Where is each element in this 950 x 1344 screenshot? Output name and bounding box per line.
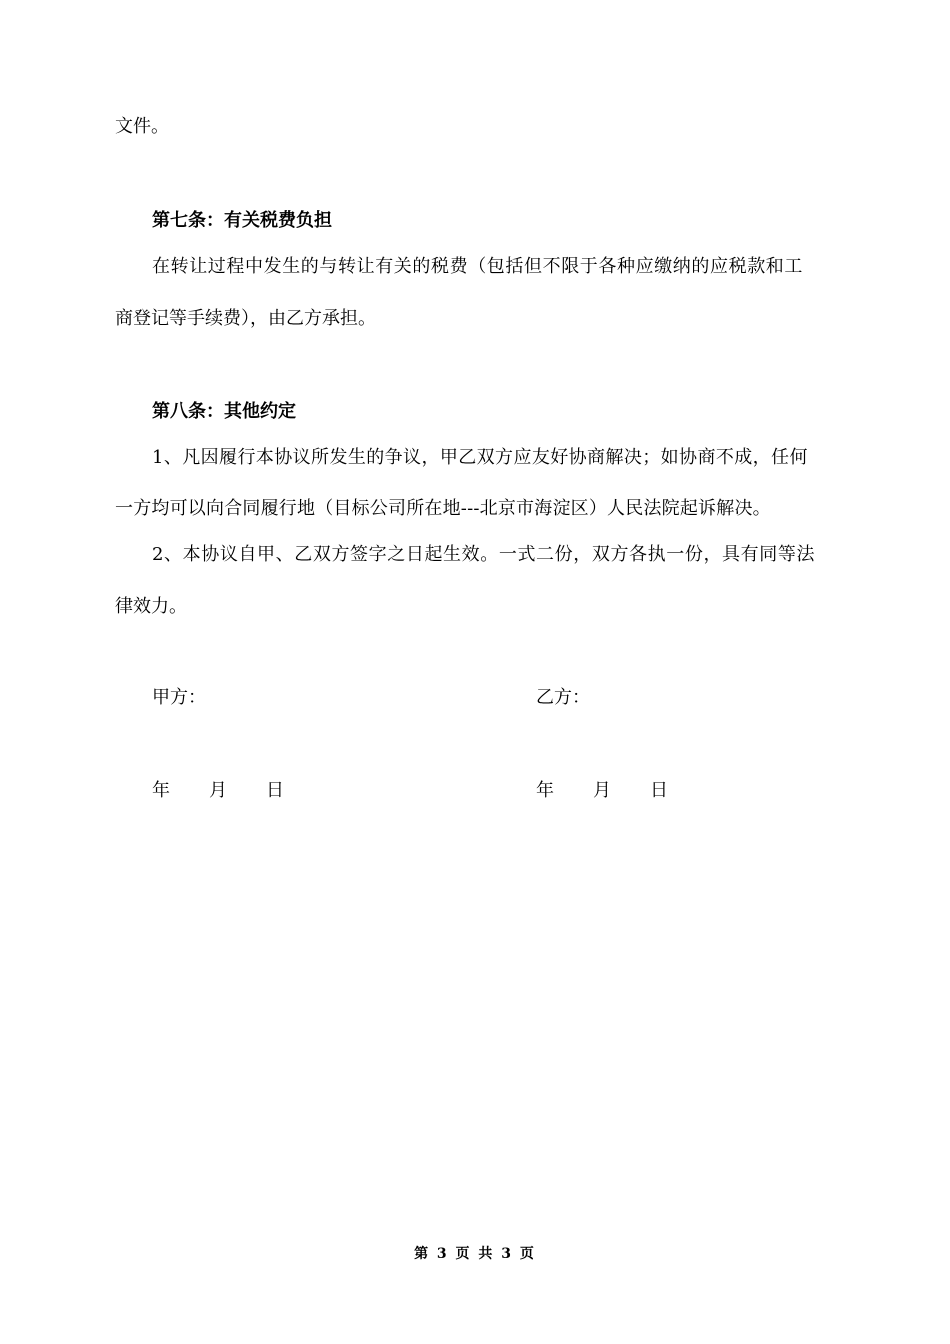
- article-8-item-2-line-1: 2、本协议自甲、乙双方签字之日起生效。一式二份，双方各执一份，具有同等法: [152, 544, 816, 565]
- party-a-day: 日: [266, 780, 284, 801]
- page-number-footer: 第 3 页 共 3 页: [414, 1246, 536, 1262]
- article-7-heading: 第七条：有关税费负担: [152, 210, 332, 231]
- continuation-text: 文件。: [115, 116, 169, 137]
- party-a-label: 甲方：: [152, 687, 206, 708]
- party-b-day: 日: [650, 780, 668, 801]
- party-b-year: 年: [536, 780, 554, 801]
- party-a-date: [152, 779, 284, 803]
- article-8-item-2-line-2: 律效力。: [115, 596, 187, 617]
- party-b-date: [536, 779, 668, 803]
- party-b-label: 乙方：: [536, 687, 590, 708]
- article-8-item-1-line-2: 一方均可以向合同履行地（目标公司所在地---北京市海淀区）人民法院起诉解决。: [115, 498, 771, 519]
- party-a-year: 年: [152, 780, 170, 801]
- article-7-line-1: 在转让过程中发生的与转让有关的税费（包括但不限于各种应缴纳的应税款和工: [152, 256, 803, 277]
- article-8-item-1-line-1: 1、凡因履行本协议所发生的争议，甲乙双方应友好协商解决；如协商不成，任何: [152, 447, 808, 468]
- article-8-heading: 第八条：其他约定: [152, 401, 296, 422]
- party-a-month: 月: [209, 780, 227, 801]
- article-7-line-2: 商登记等手续费），由乙方承担。: [115, 308, 376, 329]
- party-b-month: 月: [593, 780, 611, 801]
